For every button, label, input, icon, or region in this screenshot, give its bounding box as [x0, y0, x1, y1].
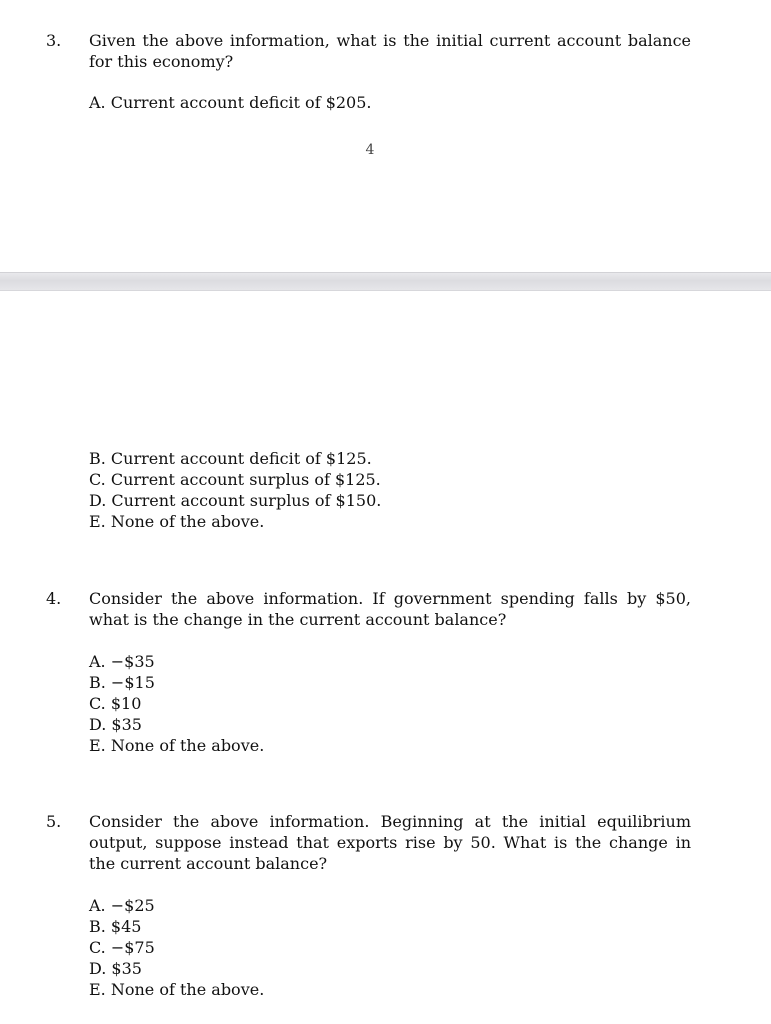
question-text-line: Consider the above information. Beginning at the initial equilibrium — [89, 812, 691, 831]
answer-options — [89, 651, 264, 756]
page-separator — [0, 272, 771, 291]
answer-options — [89, 448, 381, 532]
document-page-upper — [0, 0, 771, 272]
answer-option: A. −$25 — [89, 896, 155, 915]
answer-option: B. Current account deficit of $125. — [89, 449, 372, 468]
answer-option: C. $10 — [89, 694, 142, 713]
answer-option: D. $35 — [89, 715, 142, 734]
document-page-lower — [0, 291, 771, 1024]
answer-option: C. −$75 — [89, 938, 155, 957]
question-text-line: Consider the above information. If government spending falls by $50, — [89, 589, 691, 608]
question-text — [89, 588, 691, 630]
question-number: 3. — [46, 31, 62, 50]
question-text-line: what is the change in the current account balance? — [89, 610, 507, 629]
answer-option: A. −$35 — [89, 652, 155, 671]
answer-option: D. $35 — [89, 959, 142, 978]
question-text-line: Given the above information, what is the initial current account balance — [89, 31, 691, 50]
answer-options — [89, 92, 372, 113]
answer-option: C. Current account surplus of $125. — [89, 470, 381, 489]
page-number: 4 — [365, 142, 375, 158]
answer-option: A. Current account deficit of $205. — [89, 93, 372, 112]
answer-option: B. −$15 — [89, 673, 155, 692]
question-text-line: the current account balance? — [89, 854, 328, 873]
question-text — [89, 30, 691, 72]
answer-option: E. None of the above. — [89, 736, 265, 755]
answer-option: B. $45 — [89, 917, 142, 936]
question-text-line: for this economy? — [89, 52, 234, 71]
answer-option: E. None of the above. — [89, 980, 265, 999]
answer-option: D. Current account surplus of $150. — [89, 491, 382, 510]
answer-options — [89, 895, 264, 1000]
question-text-line: output, suppose instead that exports rise by 50. What is the change in — [89, 833, 691, 852]
answer-option: E. None of the above. — [89, 512, 265, 531]
question-text — [89, 811, 691, 874]
question-number: 4. — [46, 589, 62, 608]
question-number: 5. — [46, 812, 62, 831]
